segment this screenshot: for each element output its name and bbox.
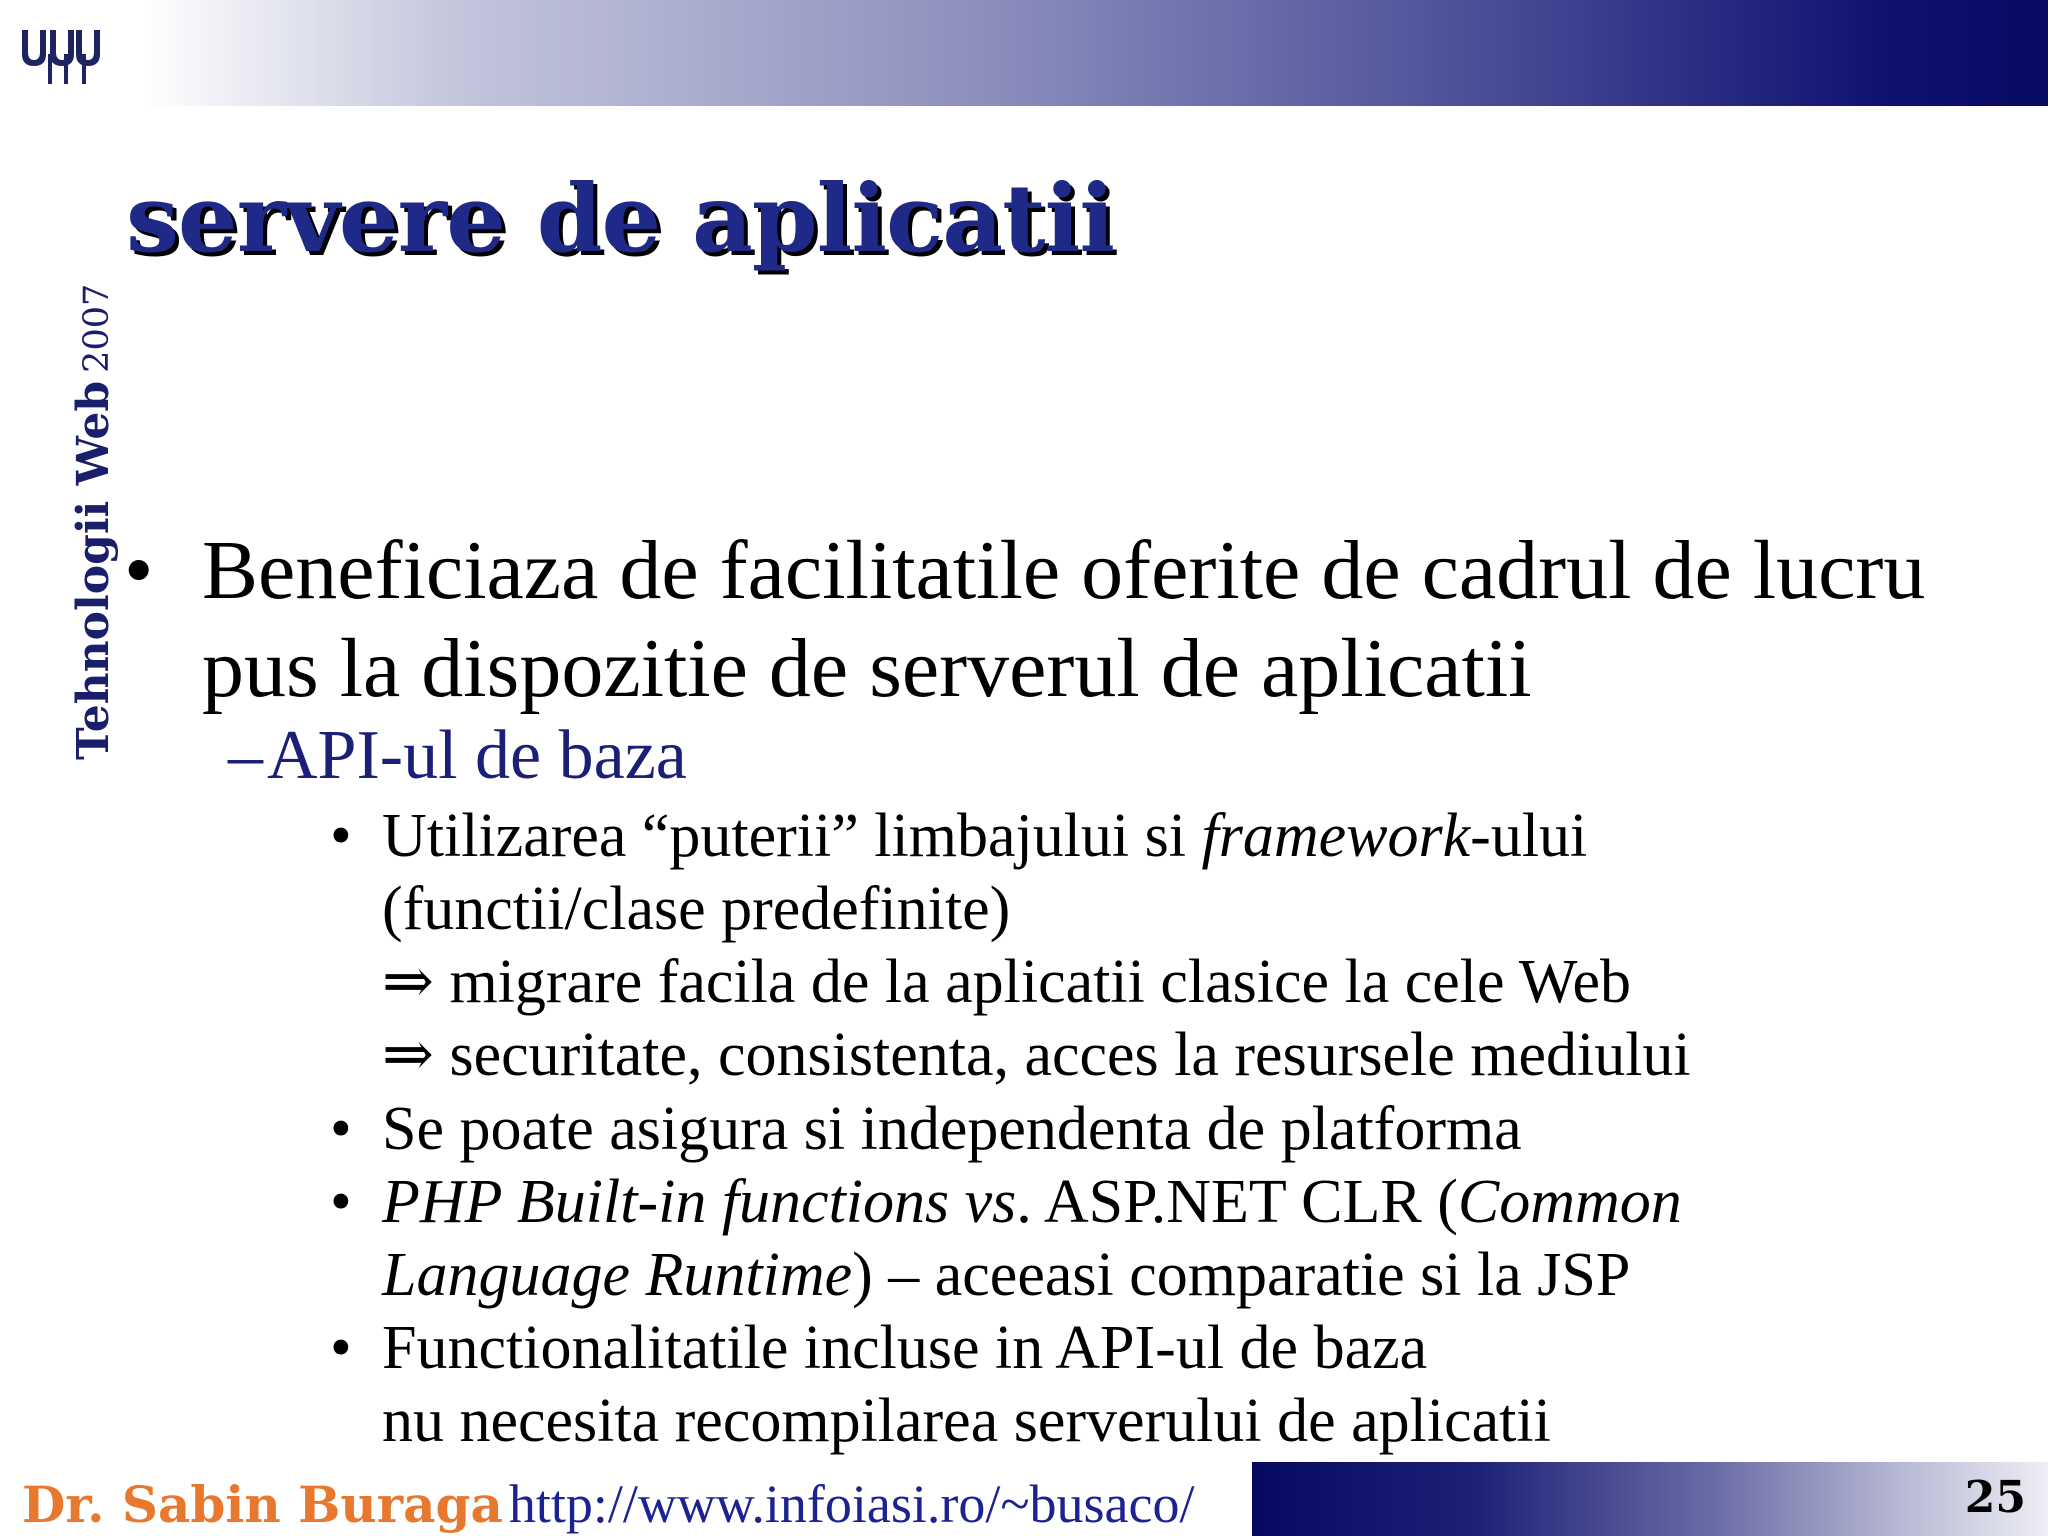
bullet-level3-text [382,1093,2042,1166]
bullet-line [382,1166,2042,1239]
page-number: 25 [1964,1472,2026,1523]
bullet-line: Functionalitatile incluse in API-ul de baza [382,1314,1428,1382]
text-segment-italic: Language Runtime [382,1241,853,1309]
bullet-level2-text: API-ul de baza [267,717,687,794]
footer-author: Dr. Sabin Buraga [22,1475,503,1534]
footer-credits [22,1474,1195,1535]
bullet-level1-text: Beneficiaza de facilitatile oferite de cadrul de lucru pus la dispozitie de serverul de aplicatii [202,524,1926,715]
bullet-level3-text [382,1312,2042,1458]
text-segment: Utilizarea “puterii” limbajului si [382,802,1202,870]
bullet-line: (functii/clase predefinite) [382,875,1011,943]
bullet-line: ⇒ securitate, consistenta, acces la resursele mediului [382,1021,1691,1089]
bullet-marker: • [330,1168,352,1236]
side-title-main: Tehnologii Web [68,380,119,760]
text-segment-italic: Common [1457,1168,1682,1236]
bullet-marker: • [330,1095,352,1163]
bullet-line [382,1239,2042,1312]
text-segment: . ASP.NET CLR ( [1016,1168,1458,1236]
bullet-line: Se poate asigura si independenta de platforma [382,1095,1522,1163]
bullet-marker: • [330,802,352,870]
footer-url-link[interactable]: http://www.infoiasi.ro/~busaco/ [508,1474,1195,1534]
text-segment: ) – aceeasi comparatie si la JSP [852,1241,1631,1309]
bullet-level2 [228,716,687,796]
text-segment: -ului [1470,802,1588,870]
text-segment-italic: framework [1201,802,1471,870]
bullet-line: ⇒ migrare facila de la aplicatii clasice la cele Web [382,948,1631,1016]
bullet-line: nu necesita recompilarea serverului de aplicatii [382,1387,1551,1455]
bullet-level3-text [382,1166,2042,1312]
footer-gradient-bar [1252,1462,2048,1536]
slide-title: servere de aplicatii [126,164,1115,274]
bullet-marker: • [330,1314,352,1382]
bullet-level3-text [382,800,2042,1092]
dash-marker: – [228,717,263,794]
bullet-line [382,800,2042,873]
side-title-year: 2007 [77,283,117,373]
text-segment-italic: PHP Built-in functions vs [382,1168,1017,1236]
bullet-marker: • [124,524,154,617]
